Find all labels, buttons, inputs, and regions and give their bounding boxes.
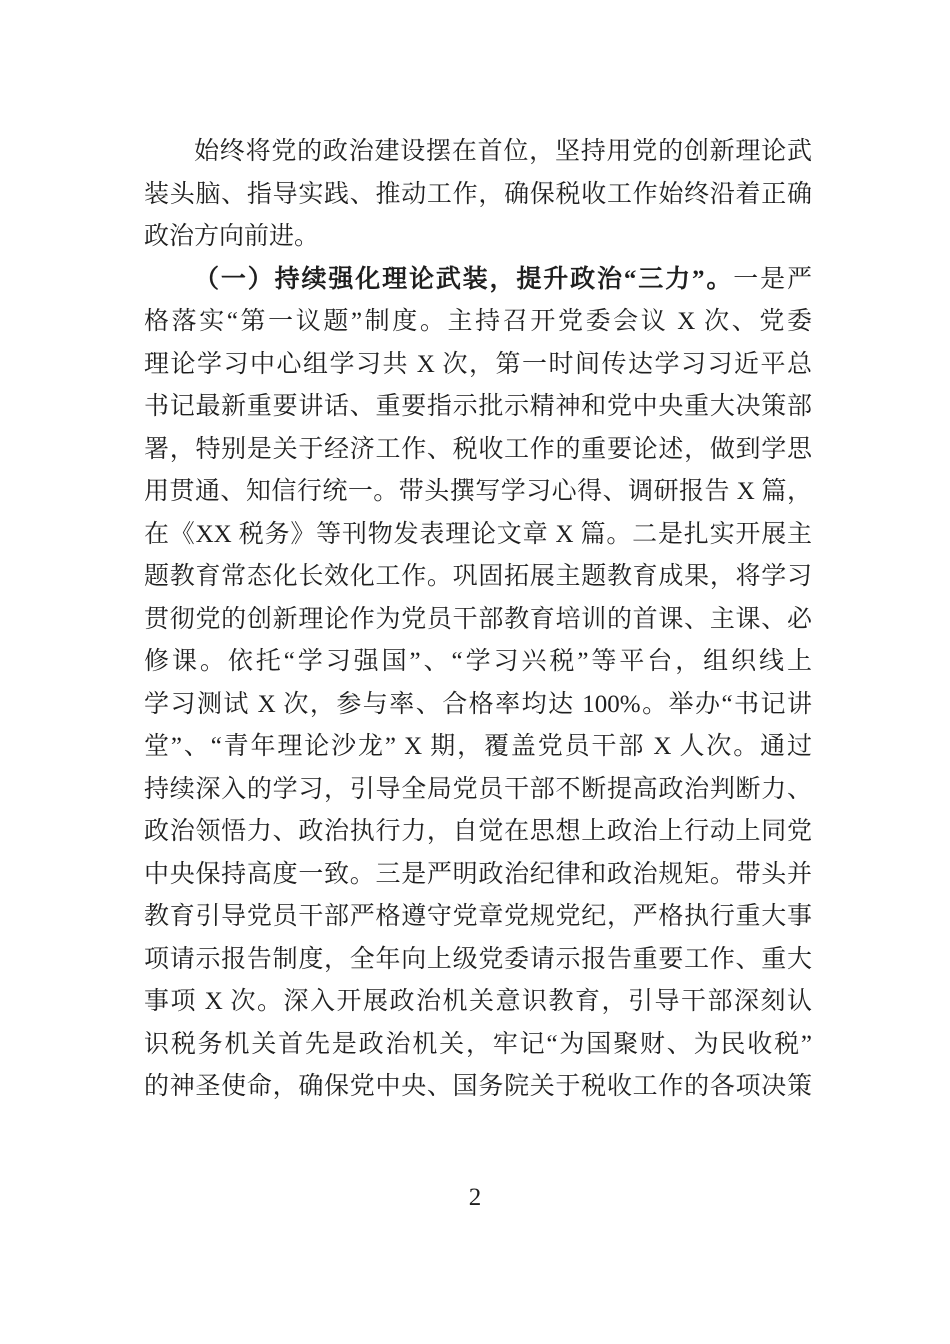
text-segment: 的神圣使命，确保党中央、国务院关于税收工作的各项决策 <box>144 1073 812 1100</box>
text-line <box>144 259 812 302</box>
text-line <box>144 684 812 727</box>
text-segment: 政治方向前进。 <box>144 223 320 250</box>
text-line <box>144 514 812 557</box>
text-segment: 修课。依托“学习强国”、“学习兴税”等平台，组织线上 <box>144 648 812 675</box>
text-line <box>144 854 812 897</box>
text-line <box>144 981 812 1024</box>
text-segment: 理论学习中心组学习共 X 次，第一时间传达学习习近平总 <box>144 350 812 378</box>
heading-text-segment: （一）持续强化理论武装，提升政治“三力”。 <box>194 265 734 293</box>
text-segment: 贯彻党的创新理论作为党员干部教育培训的首课、主课、必 <box>144 605 812 633</box>
text-segment: 中央保持高度一致。三是严明政治纪律和政治规矩。带头并 <box>144 860 812 888</box>
text-line <box>144 1066 812 1109</box>
text-line <box>144 131 812 174</box>
text-segment: 在《XX 税务》等刊物发表理论文章 X 篇。二是扎实开展主 <box>144 520 812 548</box>
text-segment: 始终将党的政治建设摆在首位，坚持用党的创新理论武 <box>194 138 812 165</box>
text-segment: 格落实“第一议题”制度。主持召开党委会议 X 次、党委 <box>144 308 812 335</box>
text-line <box>144 216 812 259</box>
text-segment: 学习测试 X 次，参与率、合格率均达 100%。举办“书记讲 <box>144 690 812 718</box>
text-line <box>144 939 812 982</box>
text-line <box>144 599 812 642</box>
text-line <box>144 1024 812 1067</box>
text-line <box>144 344 812 387</box>
text-line <box>144 174 812 217</box>
text-line <box>144 301 812 344</box>
text-segment: 用贯通、知信行统一。带头撰写学习心得、调研报告 X 篇， <box>144 478 812 505</box>
text-segment: 教育引导党员干部严格遵守党章党规党纪，严格执行重大事 <box>144 903 812 930</box>
text-segment: 一是严 <box>733 265 812 293</box>
text-line <box>144 641 812 684</box>
text-segment: 书记最新重要讲话、重要指示批示精神和党中央重大决策部 <box>144 393 812 420</box>
text-segment: 识税务机关首先是政治机关，牢记“为国聚财、为民收税” <box>144 1030 812 1058</box>
text-segment: 装头脑、指导实践、推动工作，确保税收工作始终沿着正确 <box>144 180 812 208</box>
text-line <box>144 896 812 939</box>
text-line <box>144 769 812 812</box>
text-segment: 题教育常态化长效化工作。巩固拓展主题教育成果，将学习 <box>144 563 812 590</box>
text-segment: 事项 X 次。深入开展政治机关意识教育，引导干部深刻认 <box>144 988 812 1015</box>
text-segment: 署，特别是关于经济工作、税收工作的重要论述，做到学思 <box>144 435 812 463</box>
text-segment: 项请示报告制度，全年向上级党委请示报告重要工作、重大 <box>144 945 812 973</box>
text-segment: 堂”、“青年理论沙龙” X 期，覆盖党员干部 X 人次。通过 <box>144 733 812 760</box>
text-segment: 持续深入的学习，引导全局党员干部不断提高政治判断力、 <box>144 775 812 803</box>
text-line <box>144 726 812 769</box>
text-line <box>144 556 812 599</box>
text-segment: 政治领悟力、政治执行力，自觉在思想上政治上行动上同党 <box>144 818 812 845</box>
text-line <box>144 386 812 429</box>
page-number: 2 <box>468 1184 482 1211</box>
text-line <box>144 429 812 472</box>
text-line <box>144 471 812 514</box>
text-line <box>144 811 812 854</box>
document-body <box>144 131 812 1109</box>
